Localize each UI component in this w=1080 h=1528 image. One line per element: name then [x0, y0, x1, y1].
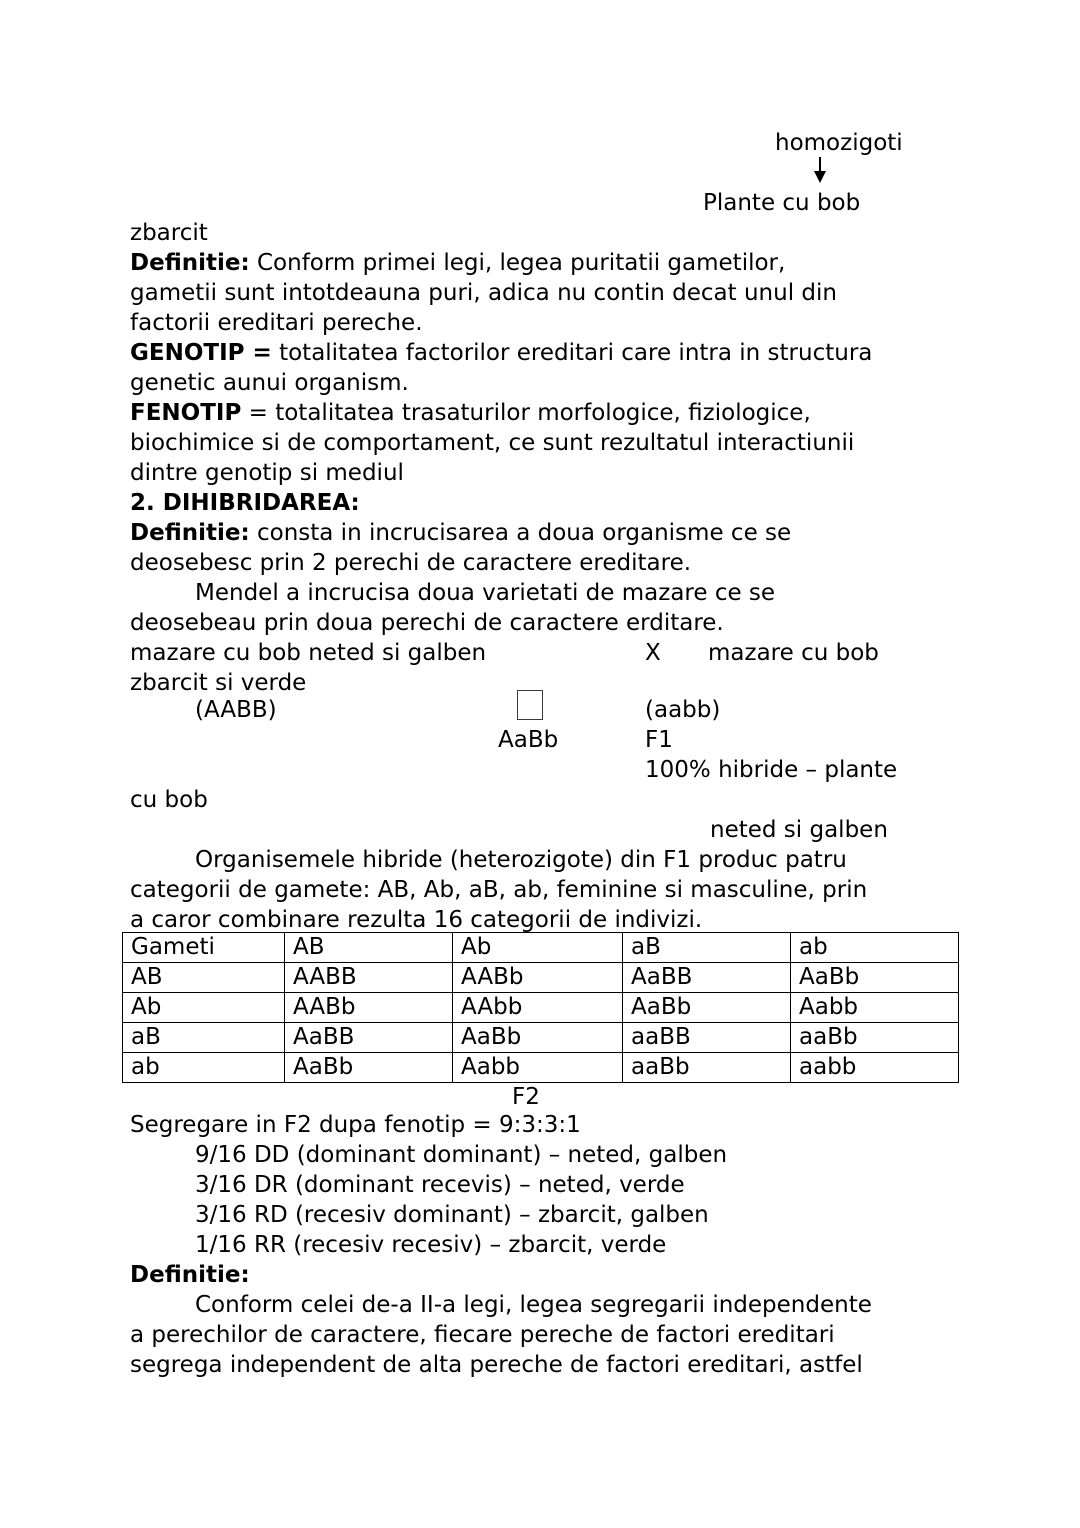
text-segment: 3/16 RD (recesiv dominant) – zbarcit, galben	[195, 1202, 709, 1228]
text-segment: consta in incrucisarea a doua organisme ce se	[249, 520, 792, 546]
text-line	[130, 875, 867, 905]
text-segment: a perechilor de caractere, fiecare pereche de factori ereditari	[130, 1322, 835, 1348]
text-segment: = totalitatea trasaturilor morfologice, fiziologice,	[241, 400, 811, 426]
table-row	[123, 993, 959, 1023]
text-line	[195, 1170, 685, 1200]
table-cell: aaBb	[791, 1023, 959, 1053]
text-segment: homozigoti	[775, 130, 903, 156]
text-segment: Segregare in F2 dupa fenotip = 9:3:3:1	[130, 1112, 581, 1138]
text-segment: Plante cu bob	[703, 190, 861, 216]
text-line	[195, 1290, 872, 1320]
text-line	[130, 428, 854, 458]
text-segment: neted si galben	[710, 817, 888, 843]
text-segment: 3/16 DR (dominant recevis) – neted, verde	[195, 1172, 685, 1198]
text-segment: gametii sunt intotdeauna puri, adica nu contin decat unul din	[130, 280, 837, 306]
table-cell: AAbb	[453, 993, 623, 1023]
text-segment: zbarcit si verde	[130, 670, 307, 696]
table-header-cell: aB	[623, 933, 791, 963]
text-line	[195, 845, 847, 875]
table-header-cell: ab	[791, 933, 959, 963]
text-line	[645, 755, 897, 785]
down-arrow-icon	[812, 156, 828, 184]
text-segment: dintre genotip si mediul	[130, 460, 404, 486]
text-line	[130, 608, 724, 638]
annotation-homozigoti	[775, 128, 903, 158]
table-cell: AaBB	[285, 1023, 453, 1053]
text-segment: totalitatea factorilor ereditari care intra in structura	[271, 340, 873, 366]
text-segment: (aabb)	[645, 697, 721, 723]
text-line	[195, 1230, 666, 1260]
table-cell: Ab	[123, 993, 285, 1023]
genotype-line	[195, 695, 721, 725]
text-segment: Definitie:	[130, 1262, 250, 1288]
text-segment: segrega independent de alta pereche de factori ereditari, astfel	[130, 1352, 863, 1378]
f2-label	[512, 1082, 540, 1112]
text-line	[710, 815, 888, 845]
arrow-line	[812, 156, 828, 186]
text-segment: factorii ereditari pereche.	[130, 310, 423, 336]
text-line	[130, 1320, 835, 1350]
section-heading-dihibridarea	[130, 488, 360, 518]
text-line	[130, 905, 702, 935]
text-segment: Mendel a incrucisa doua varietati de mazare ce se	[195, 580, 776, 606]
text-segment: Conform primei legi, legea puritatii gametilor,	[249, 250, 786, 276]
text-line	[195, 1200, 709, 1230]
annotation-plante-cu-bob	[703, 188, 860, 218]
text-segment: F2	[512, 1084, 540, 1110]
text-segment: genetic aunui organism.	[130, 370, 409, 396]
table-cell: Aabb	[453, 1053, 623, 1083]
text-segment: 100% hibride – plante	[645, 757, 898, 783]
table-cell: aaBB	[623, 1023, 791, 1053]
text-segment: X	[645, 640, 661, 666]
table-cell: aabb	[791, 1053, 959, 1083]
table-header-row	[123, 933, 959, 963]
table-row	[123, 1053, 959, 1083]
text-line	[130, 668, 306, 698]
text-line	[130, 1350, 863, 1380]
text-segment: GENOTIP =	[130, 340, 272, 366]
text-line	[130, 218, 208, 248]
text-line	[130, 458, 404, 488]
text-line	[130, 1260, 250, 1290]
text-segment: Organisemele hibride (heterozigote) din F1 produc patru	[195, 847, 847, 873]
text-line	[195, 578, 775, 608]
text-line	[130, 308, 423, 338]
text-segment: AaBb	[498, 727, 559, 753]
text-line	[195, 1140, 727, 1170]
text-segment: deosebeau prin doua perechi de caractere erditare.	[130, 610, 724, 636]
text-line	[130, 518, 791, 548]
text-segment: 2. DIHIBRIDAREA:	[130, 490, 360, 516]
text-segment: F1	[645, 727, 673, 753]
table-cell: AaBb	[453, 1023, 623, 1053]
text-segment: a caror combinare rezulta 16 categorii de indivizi.	[130, 907, 703, 933]
table-cell: AaBb	[791, 963, 959, 993]
empty-box-shape	[517, 690, 543, 720]
text-line	[130, 368, 409, 398]
table-cell: aB	[123, 1023, 285, 1053]
table-header-cell: Ab	[453, 933, 623, 963]
text-segment: cu bob	[130, 787, 208, 813]
table-cell: ab	[123, 1053, 285, 1083]
cross-line	[130, 638, 879, 668]
table-cell: AABB	[285, 963, 453, 993]
table-row	[123, 963, 959, 993]
text-segment: deosebesc prin 2 perechi de caractere ereditare.	[130, 550, 692, 576]
text-line	[130, 248, 785, 278]
text-segment: zbarcit	[130, 220, 208, 246]
text-segment: FENOTIP	[130, 400, 242, 426]
text-segment: Definitie:	[130, 520, 250, 546]
table-cell: AB	[123, 963, 285, 993]
punnett-square-table	[122, 932, 959, 1083]
text-segment: Conform celei de-a II-a legi, legea segregarii independente	[195, 1292, 872, 1318]
text-segment: (AABB)	[195, 697, 277, 723]
text-line	[130, 1110, 581, 1140]
table-cell: AaBB	[623, 963, 791, 993]
text-segment: Definitie:	[130, 250, 250, 276]
text-segment: mazare cu bob	[708, 640, 879, 666]
text-segment: biochimice si de comportament, ce sunt rezultatul interactiunii	[130, 430, 855, 456]
text-line	[130, 548, 691, 578]
table-header-cell: Gameti	[123, 933, 285, 963]
table-cell: AABb	[453, 963, 623, 993]
table-cell: AaBb	[285, 1053, 453, 1083]
text-line	[130, 398, 811, 428]
text-segment: 1/16 RR (recesiv recesiv) – zbarcit, verde	[195, 1232, 667, 1258]
text-line	[130, 338, 872, 368]
table-header-cell: AB	[285, 933, 453, 963]
text-segment: categorii de gamete: AB, Ab, aB, ab, feminine si masculine, prin	[130, 877, 868, 903]
text-line	[130, 785, 208, 815]
text-segment: mazare cu bob neted si galben	[130, 640, 487, 666]
table-cell: aaBb	[623, 1053, 791, 1083]
table-row	[123, 1023, 959, 1053]
table-cell: AaBb	[623, 993, 791, 1023]
text-segment: 9/16 DD (dominant dominant) – neted, galben	[195, 1142, 728, 1168]
text-line	[130, 278, 837, 308]
table-cell: Aabb	[791, 993, 959, 1023]
f1-genotype-line	[498, 725, 673, 755]
table-cell: AABb	[285, 993, 453, 1023]
